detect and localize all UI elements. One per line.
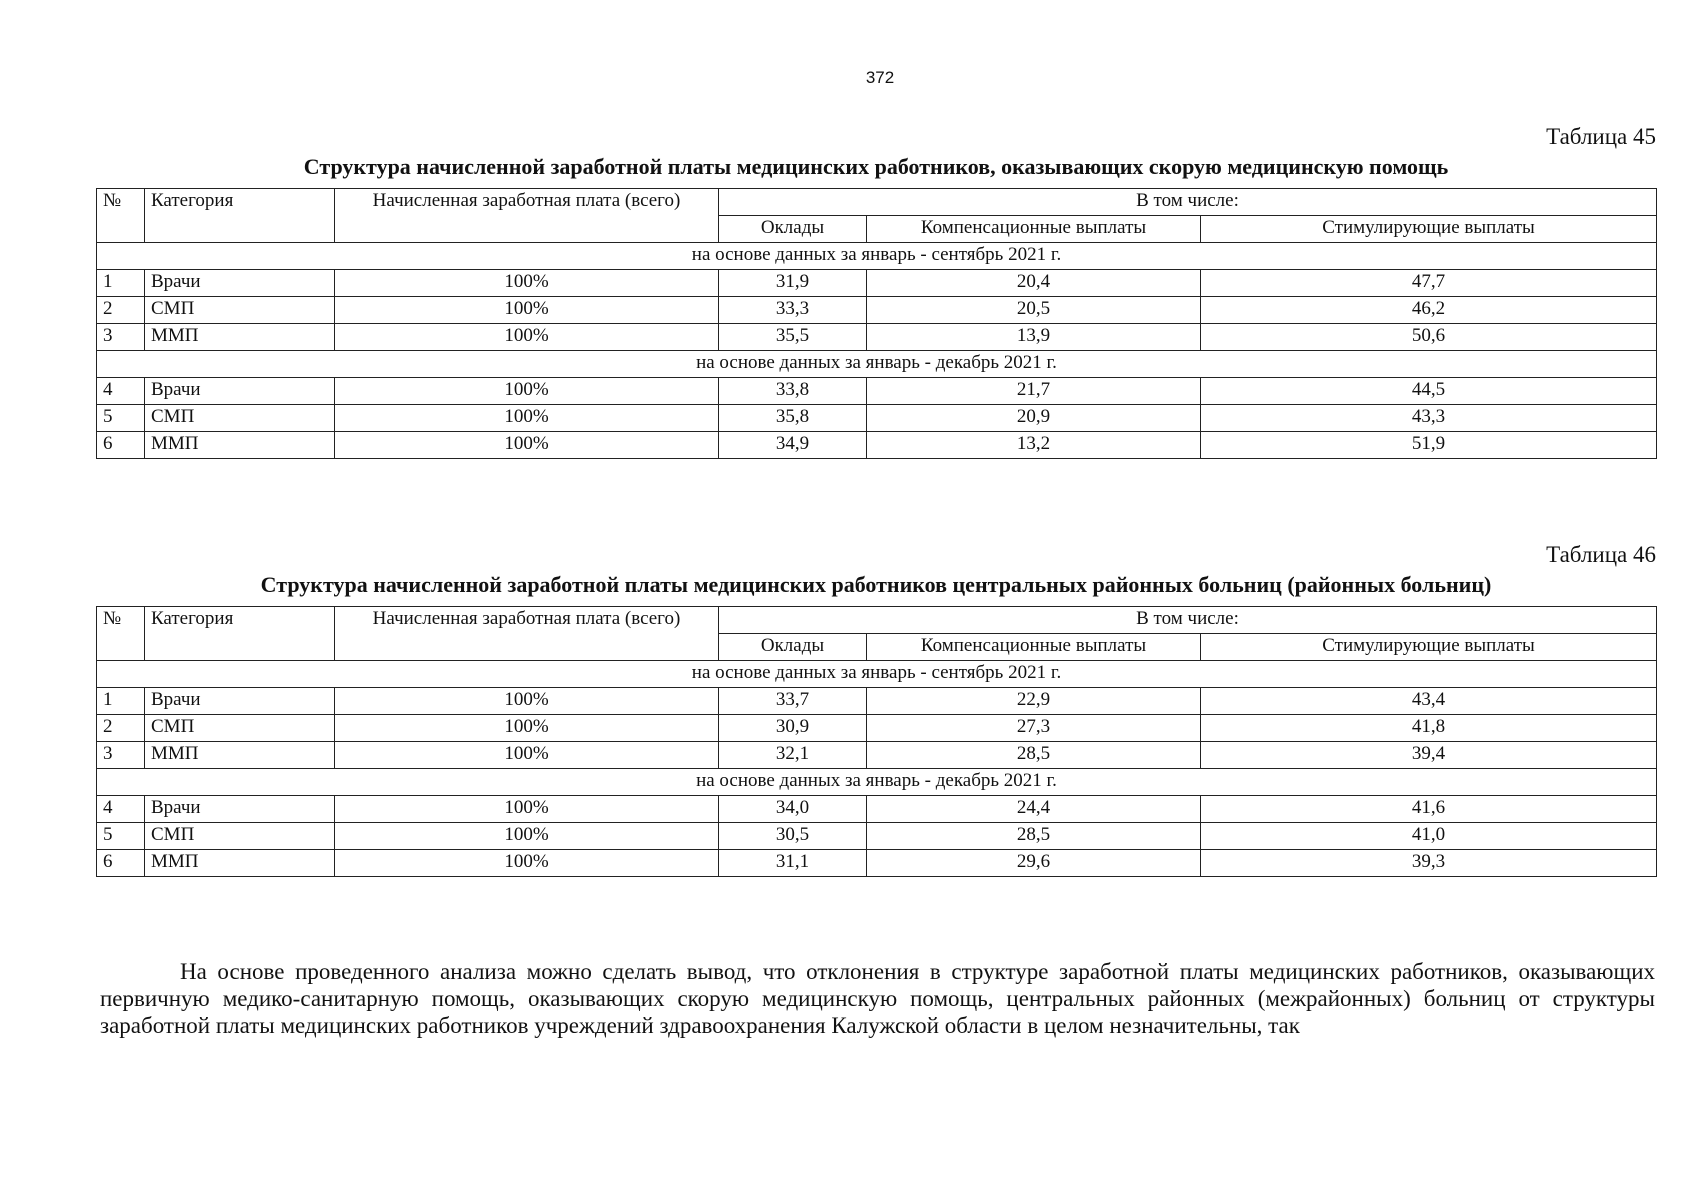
row-category: ММП xyxy=(145,742,335,769)
row-incentive: 39,3 xyxy=(1201,850,1657,877)
period-label: на основе данных за январь - декабрь 2021 г. xyxy=(97,769,1657,796)
row-compensation: 13,9 xyxy=(867,324,1201,351)
row-category: Врачи xyxy=(145,796,335,823)
row-salary: 30,9 xyxy=(719,715,867,742)
row-number: 1 xyxy=(97,270,145,297)
row-number: 3 xyxy=(97,324,145,351)
row-total: 100% xyxy=(335,297,719,324)
table-row xyxy=(97,823,1657,850)
header-salary: Оклады xyxy=(719,216,867,243)
row-salary: 35,5 xyxy=(719,324,867,351)
row-salary: 31,1 xyxy=(719,850,867,877)
row-total: 100% xyxy=(335,823,719,850)
row-total: 100% xyxy=(335,850,719,877)
row-category: СМП xyxy=(145,715,335,742)
row-salary: 34,0 xyxy=(719,796,867,823)
row-total: 100% xyxy=(335,688,719,715)
period-label: на основе данных за январь - сентябрь 2021 г. xyxy=(97,661,1657,688)
row-category: СМП xyxy=(145,823,335,850)
row-salary: 32,1 xyxy=(719,742,867,769)
table-title: Структура начисленной заработной платы медицинских работников центральных районных больниц (районных больниц) xyxy=(260,572,1492,597)
header-including: В том числе: xyxy=(719,189,1657,216)
row-number: 4 xyxy=(97,796,145,823)
row-salary: 34,9 xyxy=(719,432,867,459)
row-incentive: 50,6 xyxy=(1201,324,1657,351)
header-including: В том числе: xyxy=(719,607,1657,634)
row-category: ММП xyxy=(145,432,335,459)
row-category: Врачи xyxy=(145,688,335,715)
header-category: Категория xyxy=(145,189,335,243)
row-number: 3 xyxy=(97,742,145,769)
header-row xyxy=(97,189,1657,216)
row-category: Врачи xyxy=(145,378,335,405)
conclusion-paragraph xyxy=(100,958,1655,1039)
table-row xyxy=(97,405,1657,432)
page-number: 372 xyxy=(865,68,895,87)
row-category: СМП xyxy=(145,405,335,432)
row-total: 100% xyxy=(335,405,719,432)
row-category: ММП xyxy=(145,324,335,351)
row-salary: 35,8 xyxy=(719,405,867,432)
table-row xyxy=(97,850,1657,877)
period-row xyxy=(97,243,1657,270)
row-salary: 31,9 xyxy=(719,270,867,297)
header-salary: Оклады xyxy=(719,634,867,661)
row-total: 100% xyxy=(335,432,719,459)
period-label: на основе данных за январь - сентябрь 2021 г. xyxy=(97,243,1657,270)
table-row xyxy=(97,270,1657,297)
row-compensation: 13,2 xyxy=(867,432,1201,459)
header-row xyxy=(97,607,1657,634)
row-total: 100% xyxy=(335,378,719,405)
row-compensation: 28,5 xyxy=(867,823,1201,850)
row-salary: 33,8 xyxy=(719,378,867,405)
row-total: 100% xyxy=(335,715,719,742)
table-row xyxy=(97,715,1657,742)
row-salary: 33,7 xyxy=(719,688,867,715)
table-46-block xyxy=(96,540,1656,877)
row-total: 100% xyxy=(335,742,719,769)
row-compensation: 20,4 xyxy=(867,270,1201,297)
row-compensation: 21,7 xyxy=(867,378,1201,405)
row-compensation: 24,4 xyxy=(867,796,1201,823)
header-total: Начисленная заработная плата (всего) xyxy=(335,189,719,243)
row-incentive: 46,2 xyxy=(1201,297,1657,324)
table-label: Таблица 45 xyxy=(1546,124,1656,149)
data-table xyxy=(96,606,1657,877)
row-compensation: 22,9 xyxy=(867,688,1201,715)
table-row xyxy=(97,378,1657,405)
table-row xyxy=(97,742,1657,769)
table-title: Структура начисленной заработной платы медицинских работников, оказывающих скорую медицинскую помощь xyxy=(303,154,1449,179)
table-row xyxy=(97,688,1657,715)
period-row xyxy=(97,769,1657,796)
row-incentive: 41,0 xyxy=(1201,823,1657,850)
row-category: Врачи xyxy=(145,270,335,297)
row-compensation: 20,9 xyxy=(867,405,1201,432)
table-row xyxy=(97,297,1657,324)
table-row xyxy=(97,324,1657,351)
header-num: № xyxy=(97,607,145,661)
row-number: 5 xyxy=(97,823,145,850)
header-compensation: Компенсационные выплаты xyxy=(867,634,1201,661)
header-incentive: Стимулирующие выплаты xyxy=(1201,216,1657,243)
header-num: № xyxy=(97,189,145,243)
row-category: ММП xyxy=(145,850,335,877)
period-label: на основе данных за январь - декабрь 2021 г. xyxy=(97,351,1657,378)
period-row xyxy=(97,661,1657,688)
row-number: 2 xyxy=(97,297,145,324)
row-number: 5 xyxy=(97,405,145,432)
row-salary: 30,5 xyxy=(719,823,867,850)
table-label: Таблица 46 xyxy=(1546,542,1656,567)
row-number: 6 xyxy=(97,850,145,877)
row-number: 2 xyxy=(97,715,145,742)
header-compensation: Компенсационные выплаты xyxy=(867,216,1201,243)
table-row xyxy=(97,796,1657,823)
row-compensation: 29,6 xyxy=(867,850,1201,877)
row-total: 100% xyxy=(335,796,719,823)
row-compensation: 28,5 xyxy=(867,742,1201,769)
row-incentive: 51,9 xyxy=(1201,432,1657,459)
data-table xyxy=(96,188,1657,459)
row-incentive: 43,4 xyxy=(1201,688,1657,715)
row-incentive: 41,6 xyxy=(1201,796,1657,823)
row-incentive: 43,3 xyxy=(1201,405,1657,432)
row-incentive: 47,7 xyxy=(1201,270,1657,297)
period-row xyxy=(97,351,1657,378)
row-number: 6 xyxy=(97,432,145,459)
row-compensation: 27,3 xyxy=(867,715,1201,742)
row-compensation: 20,5 xyxy=(867,297,1201,324)
row-total: 100% xyxy=(335,270,719,297)
header-total: Начисленная заработная плата (всего) xyxy=(335,607,719,661)
header-category: Категория xyxy=(145,607,335,661)
row-salary: 33,3 xyxy=(719,297,867,324)
row-incentive: 44,5 xyxy=(1201,378,1657,405)
row-incentive: 39,4 xyxy=(1201,742,1657,769)
table-row xyxy=(97,432,1657,459)
row-number: 4 xyxy=(97,378,145,405)
conclusion-text: На основе проведенного анализа можно сделать вывод, что отклонения в структуре заработной платы медицинских работников, оказывающих первичную медико-санитарную помощь, оказывающих скорую медицинскую помощь, центральных районных (межрайонных) больниц от структуры заработной платы медицинских работников учреждений здравоохранения Калужской области в целом незначительны, так xyxy=(100,959,1655,1038)
header-incentive: Стимулирующие выплаты xyxy=(1201,634,1657,661)
row-incentive: 41,8 xyxy=(1201,715,1657,742)
row-category: СМП xyxy=(145,297,335,324)
row-number: 1 xyxy=(97,688,145,715)
row-total: 100% xyxy=(335,324,719,351)
table-45-block xyxy=(96,122,1656,459)
